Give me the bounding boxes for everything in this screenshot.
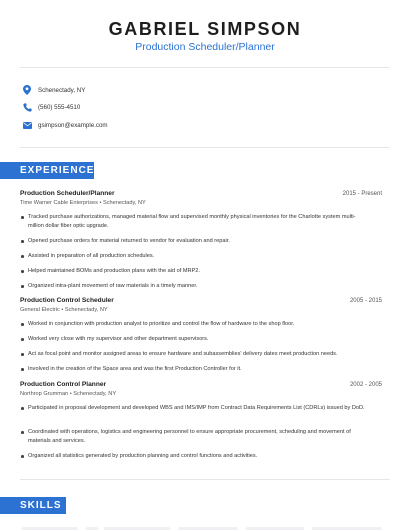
candidate-name: GABRIEL SIMPSON	[108, 19, 302, 39]
contact-phone-text: (560) 555-4510	[38, 103, 81, 111]
candidate-title: Production Scheduler/Planner	[135, 41, 275, 53]
job-company: General Electric • Schenectady, NY	[20, 307, 108, 313]
contact-email-text[interactable]: gsimpson@example.com	[38, 121, 108, 129]
job-bullet: Organized intra-plant movement of raw materials in a timely manner.	[28, 282, 368, 291]
contact-email[interactable]	[22, 118, 108, 132]
phone-icon	[22, 102, 32, 112]
contact-location	[22, 83, 85, 97]
contact-phone	[22, 100, 80, 114]
job-title: Production Scheduler/Planner	[20, 190, 115, 197]
job-company: Time Warner Cable Enterprises • Schenectady, NY	[20, 200, 146, 206]
job-title: Production Control Planner	[20, 381, 107, 388]
divider	[20, 479, 390, 480]
job-dates: 2015 - Present	[342, 191, 382, 197]
job-dates: 2005 - 2015	[349, 298, 382, 304]
job-bullet: Worked in conjunction with production analyst to prioritize and control the flow of hardware to the shop floor.	[28, 320, 368, 329]
divider	[20, 147, 390, 148]
job-dates: 2002 - 2005	[349, 382, 382, 388]
envelope-icon	[22, 120, 32, 130]
job-bullet: Act as focal point and monitor assigned areas to ensure hardware and subassemblies' delivery dates meet production needs.	[28, 350, 368, 359]
job-bullet: Opened purchase orders for material returned to vendor for evaluation and repair.	[28, 237, 368, 246]
experience-heading: EXPERIENCE	[0, 162, 94, 179]
job-bullet: Worked very close with my supervisor and other department supervisors.	[28, 335, 368, 344]
job-bullet: Tracked purchase authorizations, managed material flow and supervised monthly physical inventories for the Charlotte system multi-million dollar fiber optic upgrade.	[28, 213, 368, 230]
job-bullet: Coordinated with operations, logistics and engineering personnel to ensure appropriate procurement, scheduling and movement of materials and services.	[28, 428, 368, 445]
job-bullet: Helped maintained BOMs and production plans with the aid of MRP2.	[28, 267, 368, 276]
location-pin-icon	[22, 85, 32, 95]
job-bullet: Involved in the creation of the Space area and was the first Production Controller for it.	[28, 365, 368, 374]
job-bullet: Assisted in preparation of all production schedules.	[28, 252, 368, 261]
job-company: Northrop Grumman • Schenectady, NY	[20, 391, 117, 397]
divider	[20, 67, 390, 68]
job-bullet: Participated in proposal development and developed WBS and IMS/IMP from Contract Data Requirements List (CDRLs) issued by DoD.	[28, 404, 368, 413]
job-title: Production Control Scheduler	[20, 297, 114, 304]
skills-heading: SKILLS	[0, 497, 66, 514]
job-bullet: Organized all statistics generated by production planning and control functions and activities.	[28, 452, 368, 461]
contact-location-text: Schenectady, NY	[38, 86, 86, 94]
